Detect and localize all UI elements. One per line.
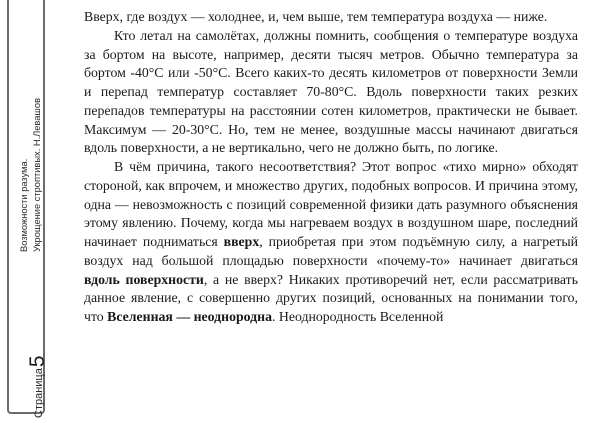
paragraph-3 xyxy=(84,158,578,327)
paragraph-3-text-1: В чём причина, такого несоответствия? Этот вопрос «тихо мирно» обходят стороной, как впрочем, и множество других, подобных вопросов. И причина этому, одна — невозможность с позиций современной физики дать разумного объяснения этому явлению. Почему, когда мы нагреваем воздух в воздушном шаре, последний начинает подниматься xyxy=(84,159,578,249)
paragraph-1: Вверх, где воздух — холоднее, и, чем выше, тем температура воздуха — ниже. xyxy=(84,9,548,24)
emphasis-along-surface: вдоль поверхности xyxy=(84,271,204,287)
running-header-line1: Возможности разума. xyxy=(19,158,29,252)
page-body xyxy=(84,8,578,327)
running-header xyxy=(18,98,44,252)
paragraph-3-text-3: , а не вверх? Никаких противоречий нет, если рассматривать данное явление, с совершенно других позиций, основанных на понимании того, что xyxy=(84,271,578,324)
paragraph-3-text-2: , приобретая при этом подъёмную силу, а нагретый воздух над большой площадью поверхности «почему-то» начинает двигаться xyxy=(84,234,578,268)
emphasis-universe-inhomogeneous: Вселенная — неоднородна xyxy=(107,309,272,324)
emphasis-up: вверх xyxy=(223,234,260,249)
page-number: 5 xyxy=(26,355,49,368)
page-sidebar xyxy=(4,0,49,423)
paragraph-3-text-4: . Неоднородность Вселенной xyxy=(271,309,444,324)
paragraph-2: Кто летал на самолётах, должны помнить, сообщения о температуре воздуха за бортом на высоте, например, десяти тысяч метров. Обычно температура за бортом -40°С или -50°С. Всего каких-то десять километров от поверхности Земли и перепад температур составляет 70-80°С. Вдоль поверхности таких резких перепадов температуры на расстоянии сотен километров, практически не бывает. Максимум — 20-30°С. Но, тем не менее, воздушные массы начинают двигаться вдоль поверхности, а не вертикально, чего не должно быть, по логике. xyxy=(84,27,578,156)
running-header-line2: Укрощение строптивых. Н.Левашов xyxy=(32,97,42,252)
page-number-label xyxy=(26,355,50,418)
page-label: Страница xyxy=(33,368,45,418)
